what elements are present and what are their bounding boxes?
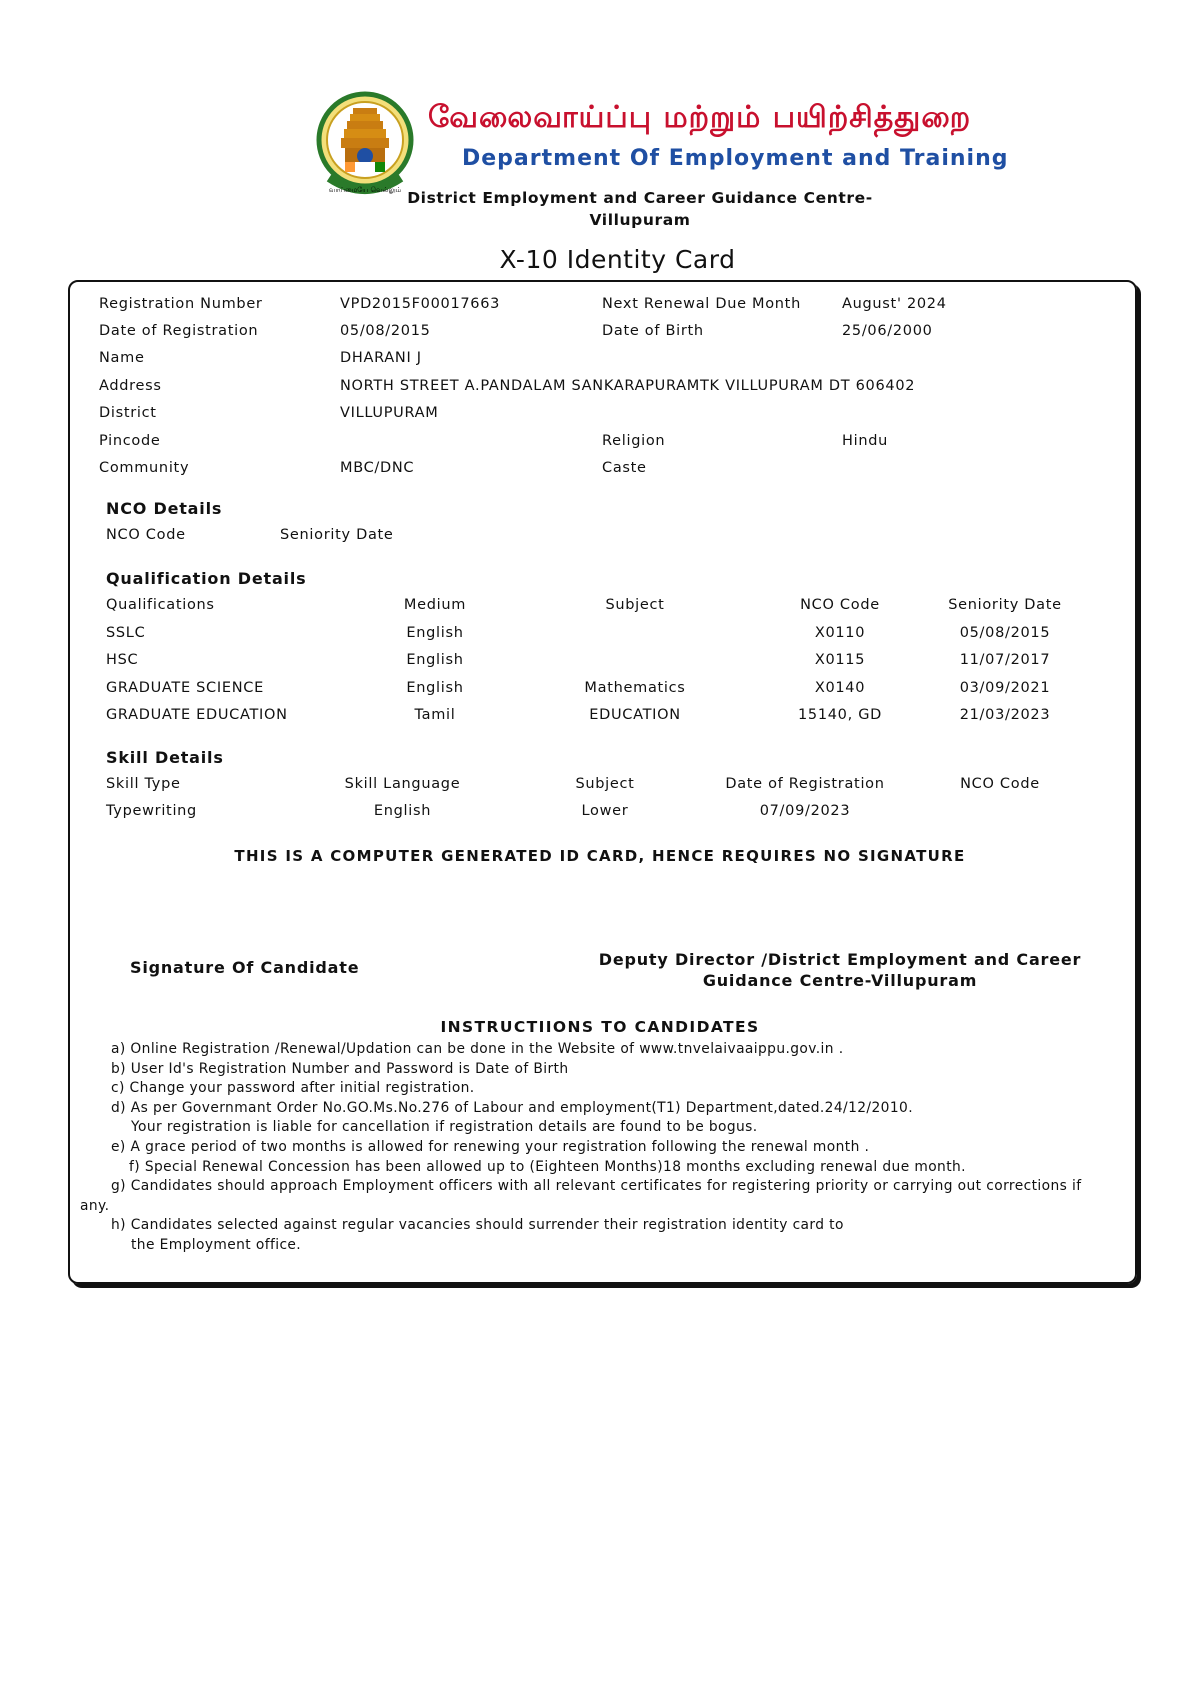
instruction-item: d) As per Governmant Order No.GO.Ms.No.276 of Labour and employment(T1) Department,dated.24/12/2010. [111, 1099, 913, 1116]
director-line-2: Guidance Centre-Villupuram [702, 971, 978, 990]
card-title: X-10 Identity Card [499, 245, 736, 274]
date-registration-label: Date of Registration [99, 323, 259, 339]
skill-header-type: Skill Type [106, 776, 181, 792]
qualification-cell: Tamil [414, 707, 456, 723]
nco-details-heading: NCO Details [106, 499, 223, 518]
qualification-cell: 03/09/2021 [959, 680, 1051, 696]
tamil-nadu-emblem-icon [315, 90, 415, 198]
qualification-cell: GRADUATE SCIENCE [106, 680, 264, 696]
instruction-item: h) Candidates selected against regular vacancies should surrender their registration identity card to [111, 1217, 844, 1234]
instruction-continuation: Your registration is liable for cancellation if registration details are found to be bogus. [131, 1119, 758, 1136]
qualification-header-qualifications: Qualifications [106, 597, 215, 613]
centre-title-line-1: District Employment and Career Guidance Centre- [407, 189, 873, 207]
address-value: NORTH STREET A.PANDALAM SANKARAPURAMTK VILLUPURAM DT 606402 [340, 378, 916, 394]
instruction-continuation: the Employment office. [131, 1236, 302, 1253]
qualification-cell: 15140, GD [797, 707, 883, 723]
instruction-item: b) User Id's Registration Number and Password is Date of Birth [111, 1060, 569, 1077]
name-value: DHARANI J [340, 350, 422, 366]
date-of-birth-label: Date of Birth [602, 323, 704, 339]
tamil-department-title: வேலைவாய்ப்பு மற்றும் பயிற்சித்துறை [428, 100, 972, 135]
seniority-date-label: Seniority Date [280, 527, 394, 543]
qualification-cell: Mathematics [584, 680, 686, 696]
instruction-continuation: any. [80, 1197, 110, 1214]
qualification-cell: English [406, 652, 464, 668]
skill-cell: Lower [581, 803, 629, 819]
computer-generated-notice: THIS IS A COMPUTER GENERATED ID CARD, HENCE REQUIRES NO SIGNATURE [234, 847, 966, 865]
instruction-item: a) Online Registration /Renewal/Updation can be done in the Website of www.tnvelaivaaippu.gov.in . [111, 1041, 844, 1057]
instruction-item: e) A grace period of two months is allowed for renewing your registration following the renewal month . [111, 1138, 870, 1155]
date-of-birth-value: 25/06/2000 [842, 323, 933, 339]
religion-value: Hindu [842, 433, 889, 449]
instruction-item: c) Change your password after initial registration. [111, 1080, 475, 1097]
candidate-signature-label: Signature Of Candidate [130, 958, 360, 977]
qualification-header-subject: Subject [605, 597, 665, 613]
director-line-1: Deputy Director /District Employment and Career [598, 950, 1082, 969]
caste-label: Caste [602, 460, 647, 476]
qualification-cell: SSLC [106, 625, 146, 641]
qualification-cell: EDUCATION [589, 707, 681, 723]
document-header [0, 0, 1200, 274]
qualification-header-seniority: Seniority Date [948, 597, 1062, 613]
district-value: VILLUPURAM [340, 405, 439, 421]
director-signature-block [590, 949, 1090, 991]
instruction-item: g) Candidates should approach Employment officers with all relevant certificates for registering priority or carrying out corrections if [111, 1178, 1082, 1195]
community-value: MBC/DNC [340, 460, 415, 476]
pincode-label: Pincode [99, 433, 161, 449]
district-label: District [99, 405, 157, 421]
qualification-cell: English [406, 625, 464, 641]
qualification-cell: GRADUATE EDUCATION [106, 707, 288, 723]
name-label: Name [99, 350, 145, 366]
qualification-cell: X0140 [814, 680, 866, 696]
qualification-cell: HSC [106, 652, 139, 668]
registration-number-label: Registration Number [99, 296, 263, 312]
skill-header-subject: Subject [575, 776, 635, 792]
instructions-heading: INSTRUCTIIONS TO CANDIDATES [440, 1018, 760, 1036]
qualification-header-nco-code: NCO Code [800, 597, 880, 613]
qualification-header-medium: Medium [403, 597, 467, 613]
instructions-list [80, 1040, 1130, 1256]
skill-cell: 07/09/2023 [759, 803, 851, 819]
emblem-motto: வாய்மையே வெல்லும் [328, 186, 402, 194]
qualification-cell: X0110 [814, 625, 866, 641]
address-label: Address [99, 378, 162, 394]
skill-header-date: Date of Registration [725, 776, 885, 792]
qualification-details-heading: Qualification Details [106, 569, 307, 588]
skill-details-heading: Skill Details [106, 748, 224, 767]
qualification-cell: 21/03/2023 [959, 707, 1051, 723]
centre-title [380, 187, 900, 231]
qualification-cell: X0115 [814, 652, 866, 668]
renewal-due-label: Next Renewal Due Month [602, 296, 801, 312]
qualification-cell: 11/07/2017 [959, 652, 1051, 668]
community-label: Community [99, 460, 190, 476]
skill-header-nco-code: NCO Code [960, 776, 1040, 792]
skill-cell: English [373, 803, 432, 819]
instruction-item: f) Special Renewal Concession has been allowed up to (Eighteen Months)18 months excluding renewal due month. [129, 1158, 966, 1175]
religion-label: Religion [602, 433, 666, 449]
skill-header-language: Skill Language [344, 776, 461, 792]
renewal-due-value: August' 2024 [842, 296, 947, 312]
registration-number-value: VPD2015F00017663 [340, 296, 501, 312]
centre-title-line-2: Villupuram [589, 211, 691, 229]
date-registration-value: 05/08/2015 [340, 323, 431, 339]
qualification-cell: English [406, 680, 464, 696]
qualification-cell: 05/08/2015 [959, 625, 1051, 641]
skill-cell: Typewriting [106, 803, 197, 819]
nco-code-label: NCO Code [106, 527, 186, 543]
department-title: Department Of Employment and Training [462, 146, 1009, 171]
